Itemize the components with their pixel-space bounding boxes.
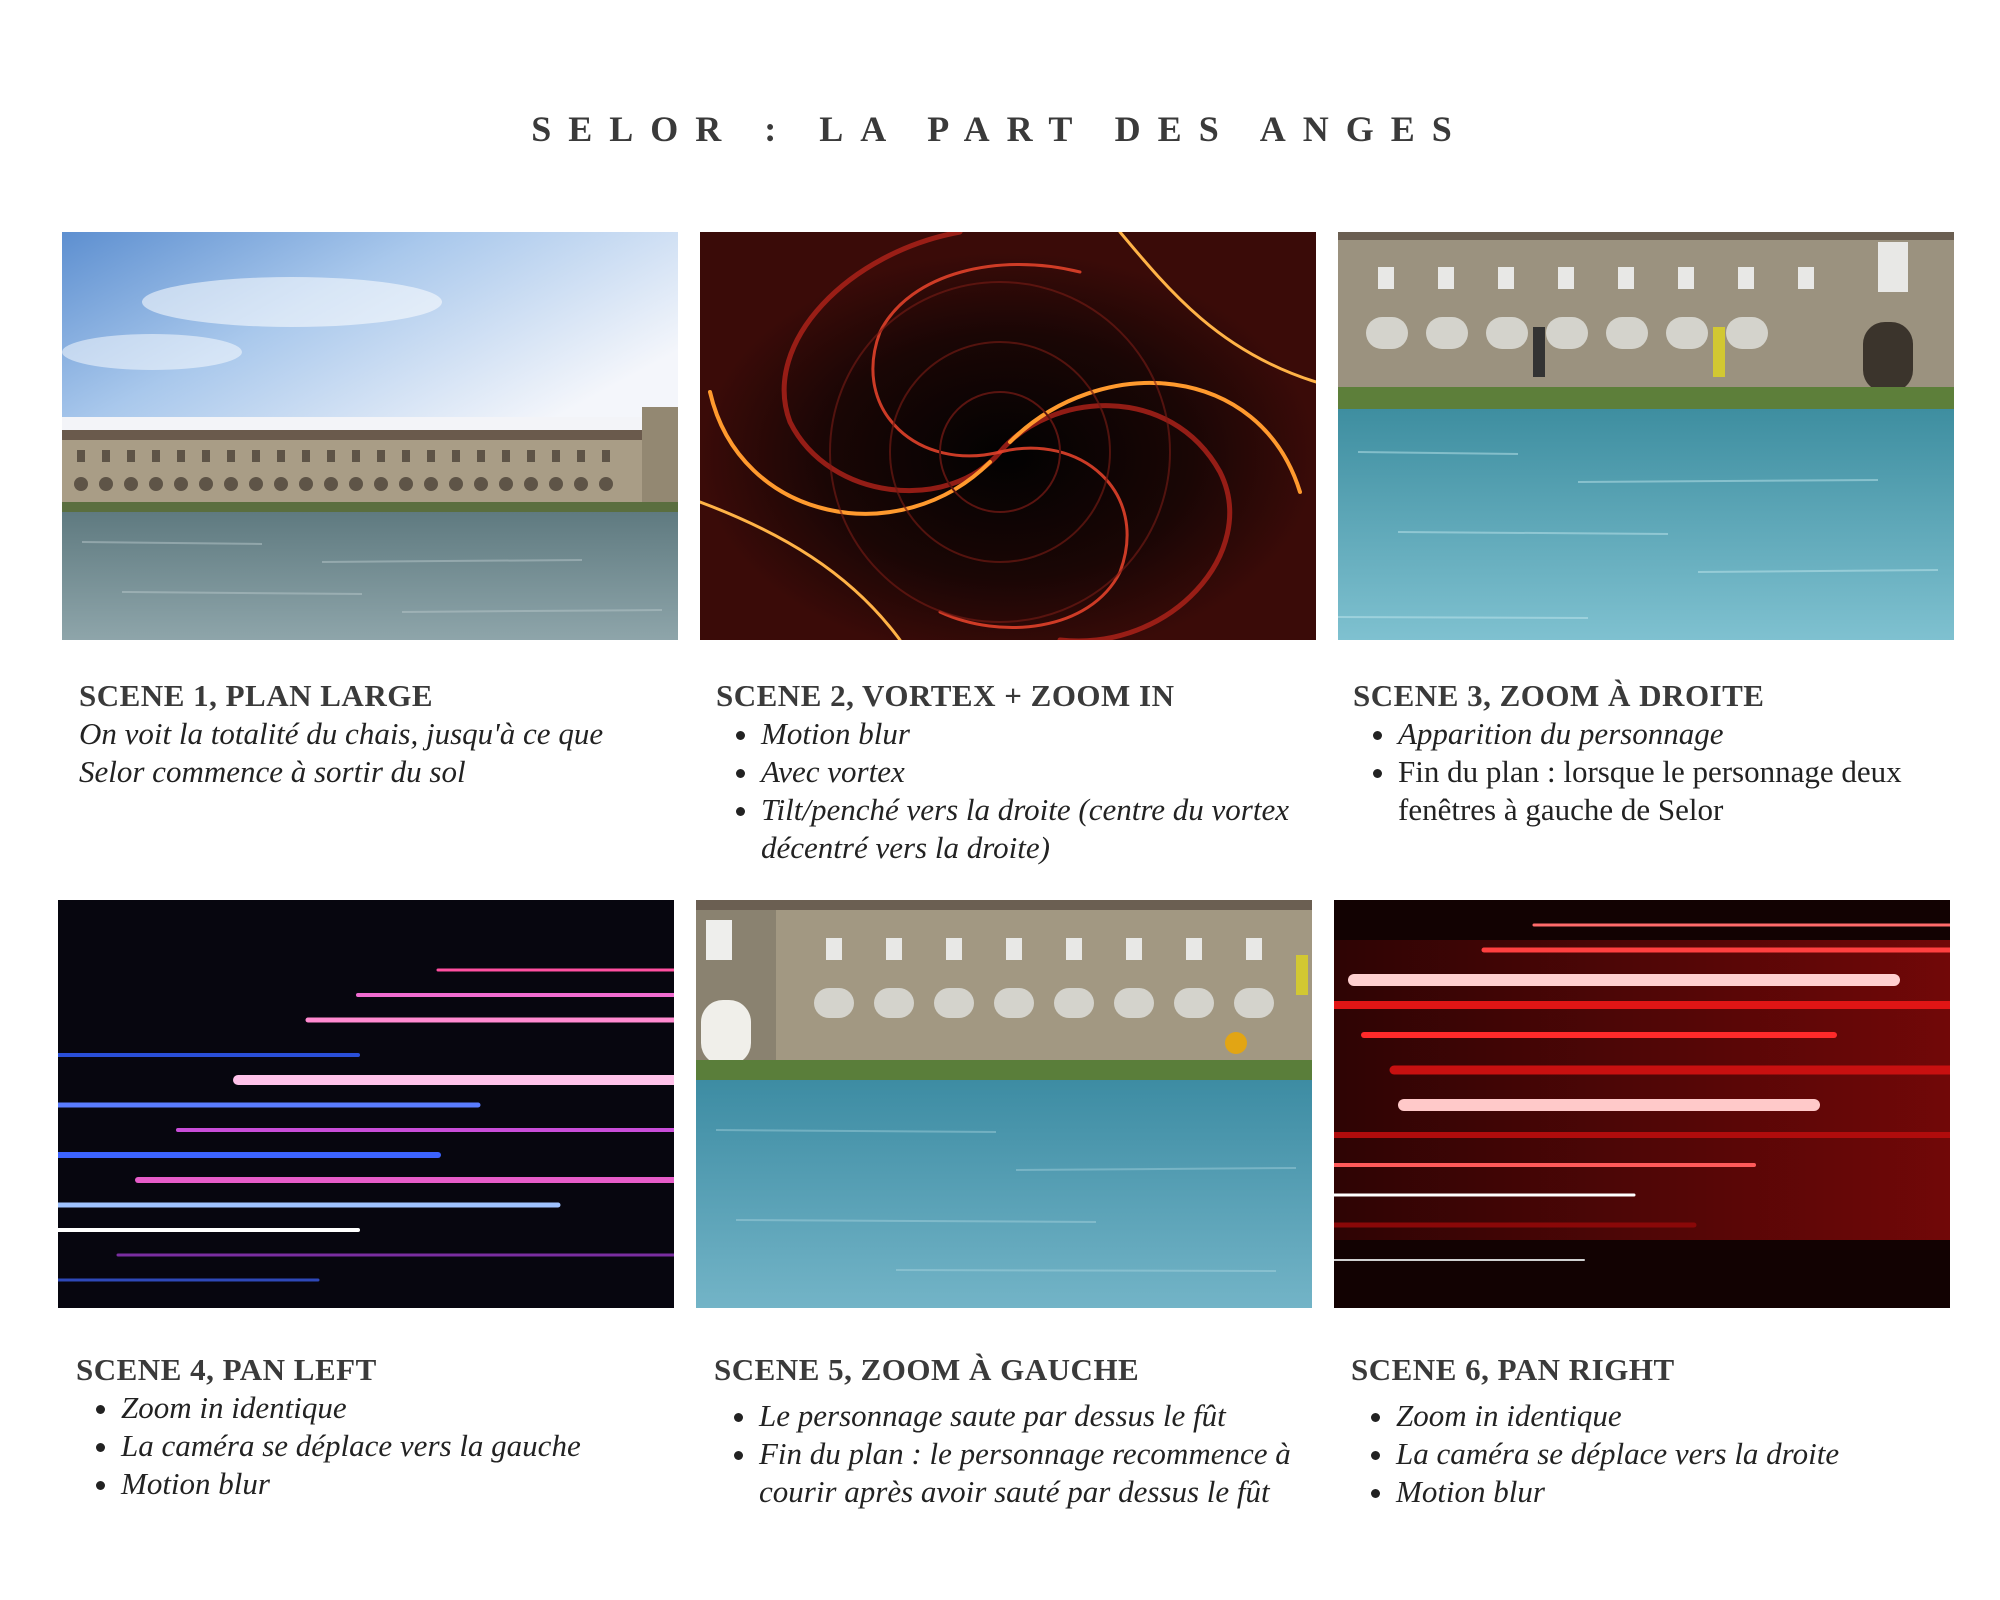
scene-1-heading: SCENE 1, PLAN LARGE [79, 678, 433, 713]
list-item: • Zoom in identique [1396, 1397, 1961, 1435]
list-item: • La caméra se déplace vers la gauche [121, 1427, 686, 1465]
scene-4-image [58, 900, 674, 1308]
scene-2-bullets [716, 715, 1326, 867]
list-item: • Fin du plan : lorsque le personnage deux fenêtres à gauche de Selor [1398, 753, 1963, 829]
list-item: • Apparition du personnage [1398, 715, 1963, 753]
scene-2-caption [716, 677, 1326, 867]
scene-1-image [62, 232, 678, 640]
scene-5-bullets [714, 1397, 1324, 1511]
page-title: SELOR : LA PART DES ANGES [531, 109, 1469, 149]
scene-1-caption [79, 677, 679, 791]
scene-4-bullets [76, 1389, 686, 1503]
scene-5-caption [714, 1351, 1324, 1511]
list-item: • Zoom in identique [121, 1389, 686, 1427]
scene-6-bullets [1351, 1397, 1961, 1511]
list-item: • Fin du plan : le personnage recommence à courir après avoir sauté par dessus le fût [759, 1435, 1324, 1511]
scene-1-text-line-2: Selor commence à sortir du sol [79, 754, 466, 789]
list-item: • Motion blur [1396, 1473, 1961, 1511]
scene-6-heading: SCENE 6, PAN RIGHT [1351, 1352, 1675, 1387]
scene-3-image [1338, 232, 1954, 640]
scene-3-caption [1353, 677, 1963, 829]
scene-2-heading: SCENE 2, VORTEX + ZOOM IN [716, 678, 1175, 713]
scene-6-image [1334, 900, 1950, 1308]
list-item: • Motion blur [121, 1465, 686, 1503]
list-item: • Tilt/penché vers la droite (centre du vortex décentré vers la droite) [761, 791, 1326, 867]
scene-3-bullets [1353, 715, 1963, 829]
scene-4-caption [76, 1351, 686, 1503]
scene-1-text-line-1: On voit la totalité du chais, jusqu'à ce que [79, 716, 604, 751]
list-item: • La caméra se déplace vers la droite [1396, 1435, 1961, 1473]
scene-6-caption [1351, 1351, 1961, 1511]
scene-4-heading: SCENE 4, PAN LEFT [76, 1352, 377, 1387]
list-item: • Le personnage saute par dessus le fût [759, 1397, 1324, 1435]
scene-5-heading: SCENE 5, ZOOM À GAUCHE [714, 1352, 1140, 1387]
scene-5-image [696, 900, 1312, 1308]
scene-2-image [700, 232, 1316, 640]
list-item: • Motion blur [761, 715, 1326, 753]
list-item: • Avec vortex [761, 753, 1326, 791]
scene-3-heading: SCENE 3, ZOOM À DROITE [1353, 678, 1765, 713]
